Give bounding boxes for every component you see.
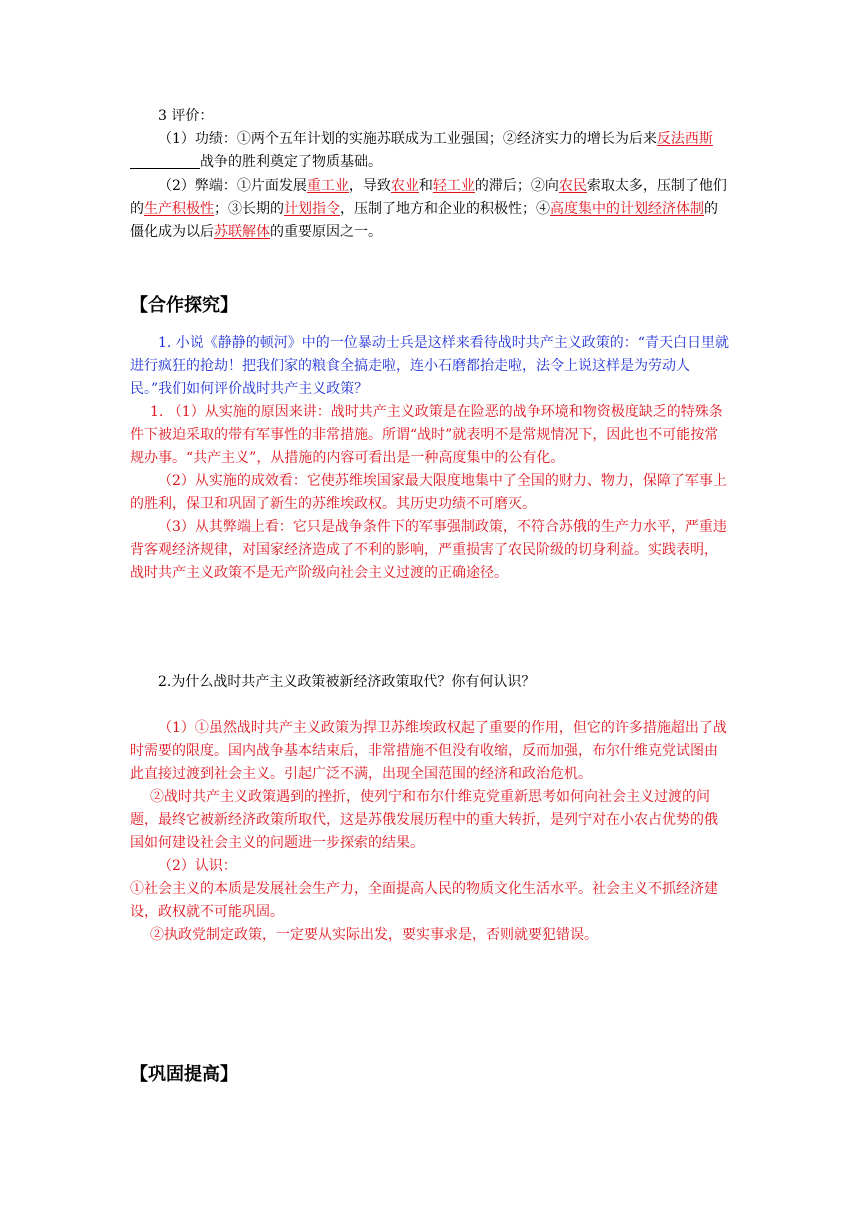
section-heading-cooperative-inquiry: 【合作探究】 bbox=[130, 295, 238, 316]
answer-anti-fascist: 反法西斯 bbox=[656, 131, 713, 147]
flaw-text: ；③长期的 bbox=[214, 201, 284, 217]
answer-1-part-1: 1. （1）从实施的原因来讲：战时共产主义政策是在险恶的战争环境和物资极度缺乏的特殊条件下被迫采取的带有军事性的非常措施。所谓“战时”就表明不是常规情况下，因此也不可能按常规办事。“共产主义”，从措施的内容可看出是一种高度集中的公有化。 bbox=[130, 404, 723, 466]
blank-line bbox=[130, 154, 200, 169]
merit-text-end: 战争的胜利奠定了物质基础。 bbox=[200, 154, 382, 170]
answer-plan-directive: 计划指令 bbox=[284, 201, 340, 217]
answer-2-insight-label: （2）认识： bbox=[158, 858, 237, 874]
answer-1-part-2: （2）从实施的成效看：它使苏维埃国家最大限度地集中了全国的财力、物力，保障了军事上的胜利，保卫和巩固了新生的苏维埃政权。其历史功绩不可磨灭。 bbox=[130, 473, 727, 512]
merit-text: （1）功绩：①两个五年计划的实施苏联成为工业强国；②经济实力的增长为后来 bbox=[158, 131, 657, 147]
answer-1-part-3: （3）从其弊端上看：它只是战争条件下的军事强制政策，不符合苏俄的生产力水平，严重违背客观经济规律，对国家经济造成了不利的影响，严重损害了农民阶级的切身利益。实践表明，战时共产主义政策不是无产阶级向社会主义过渡的正确途径。 bbox=[130, 519, 727, 581]
answer-heavy-industry: 重工业 bbox=[306, 178, 349, 194]
answer-2-part-2: ②战时共产主义政策遇到的挫折，使列宁和布尔什维克党重新思考如何向社会主义过渡的问题，最终它被新经济政策所取代，这是苏俄发展历程中的重大转折，是列宁对在小农占优势的俄国如何建设社会主义的问题进一步探索的结果。 bbox=[130, 789, 718, 851]
answer-agriculture: 农业 bbox=[390, 178, 419, 194]
flaw-text: 的滞后；②向 bbox=[474, 178, 559, 194]
answer-peasants: 农民 bbox=[558, 178, 587, 194]
flaw-text: 索取太多，压制了他们的 bbox=[130, 178, 727, 217]
flaw-text: （2）弊端：①片面发展 bbox=[158, 178, 307, 194]
flaw-text: 和 bbox=[418, 178, 433, 194]
section-heading-consolidation: 【巩固提高】 bbox=[130, 1064, 238, 1085]
answer-planned-economy: 高度集中的计划经济体制 bbox=[550, 201, 704, 217]
answer-2-insight-2: ②执政党制定政策，一定要从实际出发，要实事求是，否则就要犯错误。 bbox=[150, 927, 598, 943]
answer-light-industry: 轻工业 bbox=[432, 178, 475, 194]
answer-ussr-collapse: 苏联解体 bbox=[214, 224, 270, 240]
flaw-text: 的僵化成为以后 bbox=[130, 201, 718, 240]
flaw-text: ，导致 bbox=[348, 178, 391, 194]
flaw-text: 的重要原因之一。 bbox=[270, 224, 382, 240]
eval-merit bbox=[130, 128, 730, 174]
answer-2-part-1: （1）①虽然战时共产主义政策为捍卫苏维埃政权起了重要的作用，但它的许多措施超出了战时需要的限度。国内战争基本结束后，非常措施不但没有收缩，反而加强，布尔什维克党试图由此直接过渡到社会主义。引起广泛不满，出现全国范围的经济和政治危机。 bbox=[130, 720, 727, 782]
eval-flaw bbox=[130, 175, 730, 244]
answer-2-insight-1: ①社会主义的本质是发展社会生产力，全面提高人民的物质文化生活水平。社会主义不抓经济建设，政权就不可能巩固。 bbox=[130, 881, 718, 920]
question-2: 2.为什么战时共产主义政策被新经济政策取代？你有何认识？ bbox=[158, 674, 536, 690]
flaw-text: ，压制了地方和企业的积极性；④ bbox=[340, 201, 550, 217]
answer-productivity: 生产积极性 bbox=[144, 201, 214, 217]
eval-title: 3 评价： bbox=[158, 108, 214, 124]
question-1: 1. 小说《静静的顿河》中的一位暴动士兵是这样来看待战时共产主义政策的：“青天白日里就进行疯狂的抢劫！把我们家的粮食全搞走啦，连小石磨都抬走啦，法令上说这样是为劳动人民。”我们如何评价战时共产主义政策？ bbox=[130, 335, 729, 397]
